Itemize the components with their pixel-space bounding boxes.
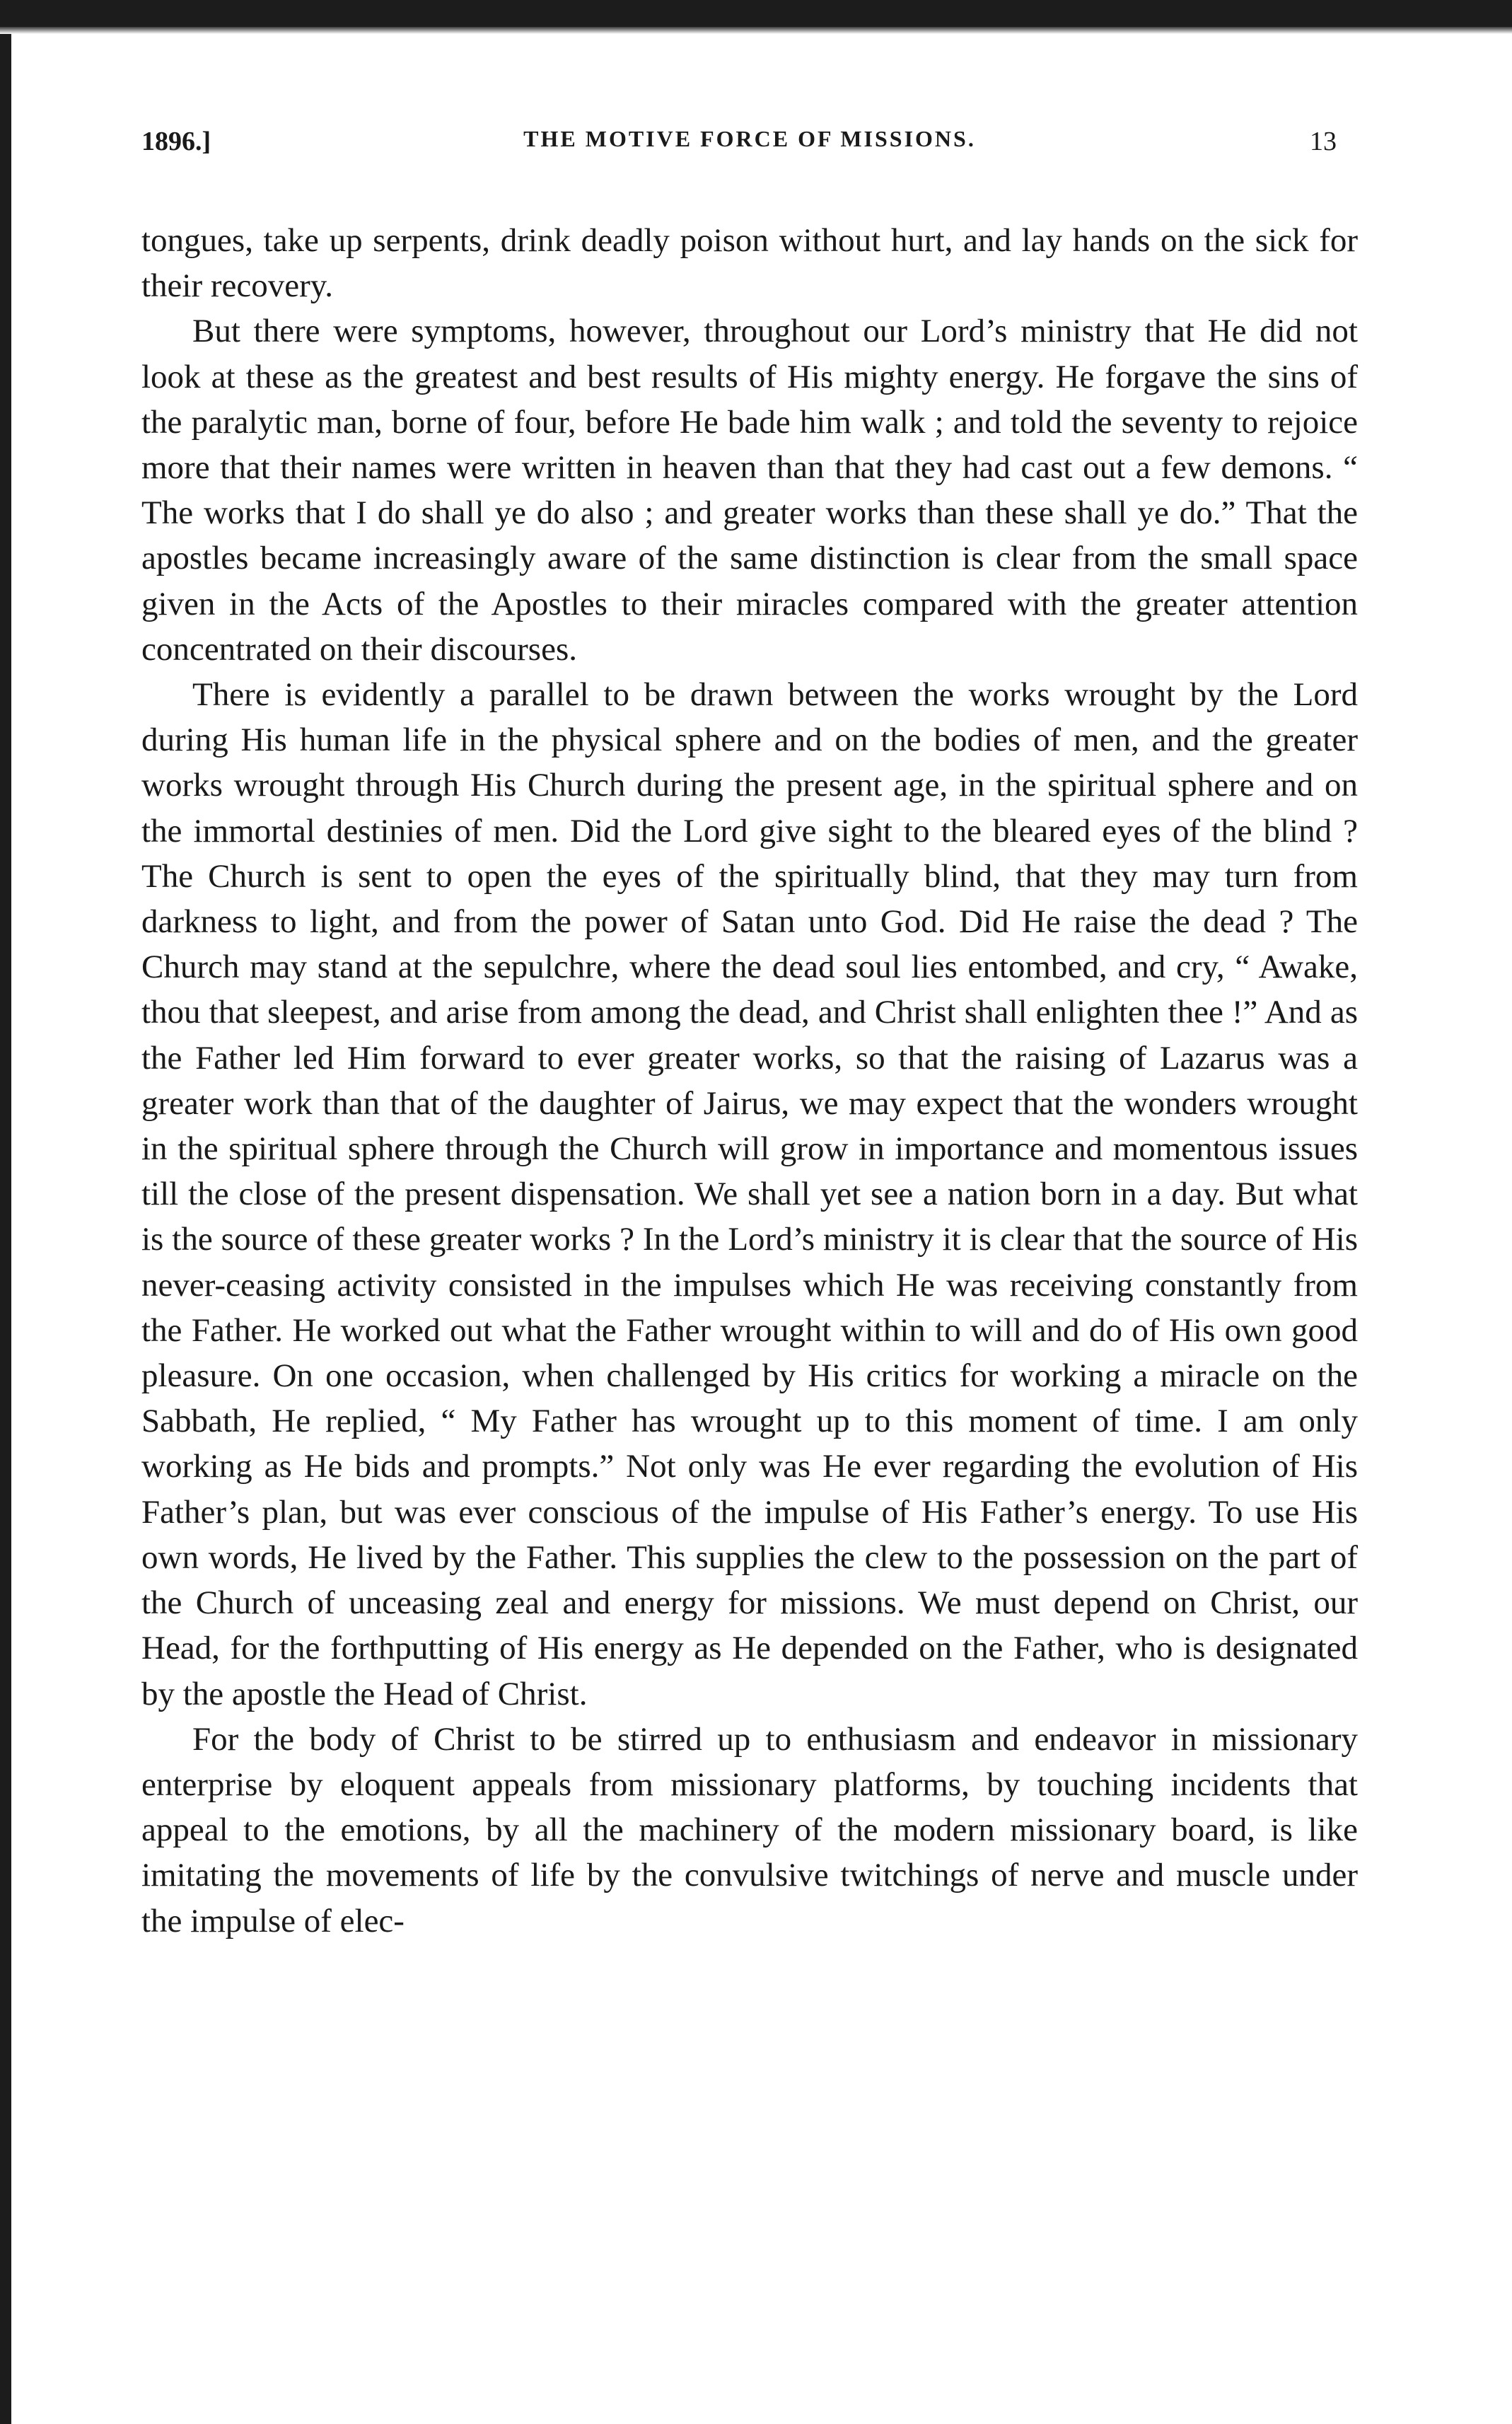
paragraph-4: For the body of Christ to be stirred up to enthusiasm and endeavor in missionary enterprise by eloquent appeals from missionary platforms, by touching incidents that appeal to the emotions, by all the machinery of the modern missionary board, is like imitating the movements of life by the convulsive twitchings of nerve and muscle under the impulse of elec- xyxy=(141,1720,1358,1939)
header-title: THE MOTIVE FORCE OF MISSIONS. xyxy=(523,126,976,151)
body-text xyxy=(141,218,1358,1944)
paragraph-2: But there were symptoms, however, throughout our Lord’s ministry that He did not look at these as the greatest and best results of His mighty energy. He forgave the sins of the paralytic man, borne of four, before He bade him walk ; and told the seventy to rejoice more that their names were written in heaven than that they had cast out a few demons. “ The works that I do shall ye do also ; and greater works than these shall ye do.” That the apostles became increasingly aware of the same distinction is clear from the small space given in the Acts of the Apostles to their miracles compared with the greater attention concentrated on their discourses. xyxy=(141,313,1358,668)
running-head xyxy=(141,120,1358,177)
page-number: 13 xyxy=(1310,127,1337,156)
header-year: 1896.] xyxy=(141,127,211,156)
scan-border-top xyxy=(0,0,1512,34)
paragraph-1: tongues, take up serpents, drink deadly poison without hurt, and lay hands on the sick for their recovery. xyxy=(141,222,1358,305)
scan-border-left xyxy=(0,34,11,2424)
paragraph-3: There is evidently a parallel to be drawn between the works wrought by the Lord during His human life in the physical sphere and on the bodies of men, and the greater works wrought through His Church during the present age, in the spiritual sphere and on the immortal destinies of men. Did the Lord give sight to the bleared eyes of the blind ? The Church is sent to open the eyes of the spiritually blind, that they may turn from darkness to light, and from the power of Satan unto God. Did He raise the dead ? The Church may stand at the sepulchre, where the dead soul lies entombed, and cry, “ Awake, thou that sleepest, and arise from among the dead, and Christ shall enlighten thee !” And as the Father led Him forward to ever greater works, so that the raising of Lazarus was a greater work than that of the daughter of Jairus, we may expect that the wonders wrought in the spiritual sphere through the Church will grow in importance and momentous issues till the close of the present dispensation. We shall yet see a nation born in a day. But what is the source of these greater works ? In the Lord’s ministry it is clear that the source of His never-ceasing activity consisted in the impulses which He was receiving constantly from the Father. He worked out what the Father wrought within to will and do of His own good pleasure. On one occasion, when challenged by His critics for working a miracle on the Sabbath, He replied, “ My Father has wrought up to this moment of time. I am only working as He bids and prompts.” Not only was He ever regarding the evolution of His Father’s plan, but was ever conscious of the impulse of His Father’s energy. To use His own words, He lived by the Father. This supplies the clew to the possession on the part of the Church of unceasing zeal and energy for missions. We must depend on Christ, our Head, for the forthputting of His energy as He depended on the Father, who is designated by the apostle the Head of Christ. xyxy=(141,676,1358,1712)
document-page xyxy=(141,120,1358,2384)
